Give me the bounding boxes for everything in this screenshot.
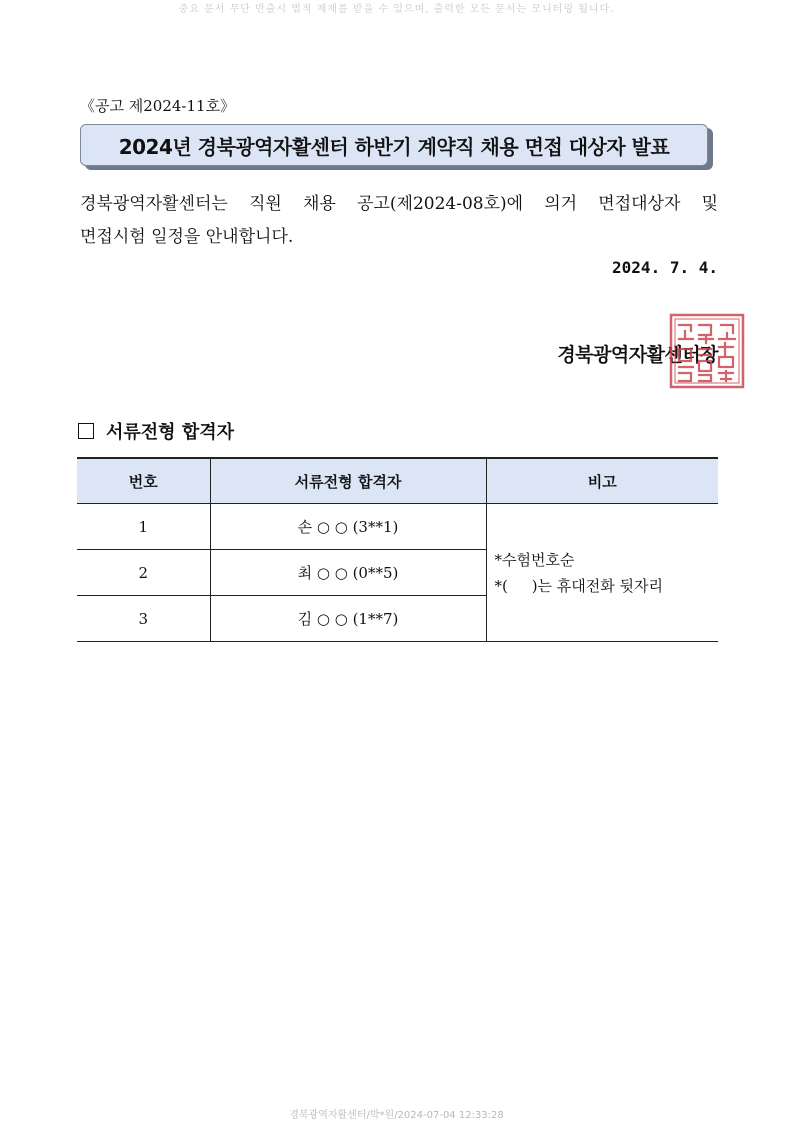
row-name: 최 ○ ○ (0**5) xyxy=(210,550,486,596)
row-number: 2 xyxy=(77,550,210,596)
square-bullet-icon xyxy=(78,423,94,439)
row-number: 1 xyxy=(77,504,210,550)
remark-line: *( )는 휴대전화 뒷자리 xyxy=(494,576,664,595)
row-name: 손 ○ ○ (3**1) xyxy=(210,504,486,550)
notice-number: 《공고 제2024-11호》 xyxy=(80,97,236,115)
official-seal-icon xyxy=(669,313,745,389)
watermark-bottom: 경북광역자활센터/박*원/2024-07-04 12:33:28 xyxy=(289,1110,504,1121)
intro-line-2: 면접시험 일정을 안내합니다. xyxy=(80,227,294,247)
document-title: 2024년 경북광역자활센터 하반기 계약직 채용 면접 대상자 발표 xyxy=(118,134,670,159)
remark-line: *수험번호순 xyxy=(494,550,575,569)
watermark-top: 중요 문서 무단 반출시 법적 제재를 받을 수 있으며, 출력한 모든 문서는 모니터링 됩니다. xyxy=(178,4,615,15)
intro-paragraph xyxy=(80,188,718,254)
table-header-row xyxy=(77,458,718,504)
remark-cell xyxy=(486,504,718,642)
notice-date: 2024. 7. 4. xyxy=(612,258,718,277)
row-number: 3 xyxy=(77,596,210,642)
organization-name: 경북광역자활센터장 xyxy=(557,344,718,366)
header-remark: 비고 xyxy=(486,458,718,504)
intro-line-1: 경북광역자활센터는 직원 채용 공고(제2024-08호)에 의거 면접대상자 및 xyxy=(80,194,718,214)
table-row xyxy=(77,504,718,550)
results-table xyxy=(77,457,718,642)
header-number: 번호 xyxy=(77,458,210,504)
title-banner xyxy=(80,124,708,166)
header-passer: 서류전형 합격자 xyxy=(210,458,486,504)
section-heading xyxy=(78,418,234,444)
row-name: 김 ○ ○ (1**7) xyxy=(210,596,486,642)
section-title: 서류전형 합격자 xyxy=(106,422,234,443)
